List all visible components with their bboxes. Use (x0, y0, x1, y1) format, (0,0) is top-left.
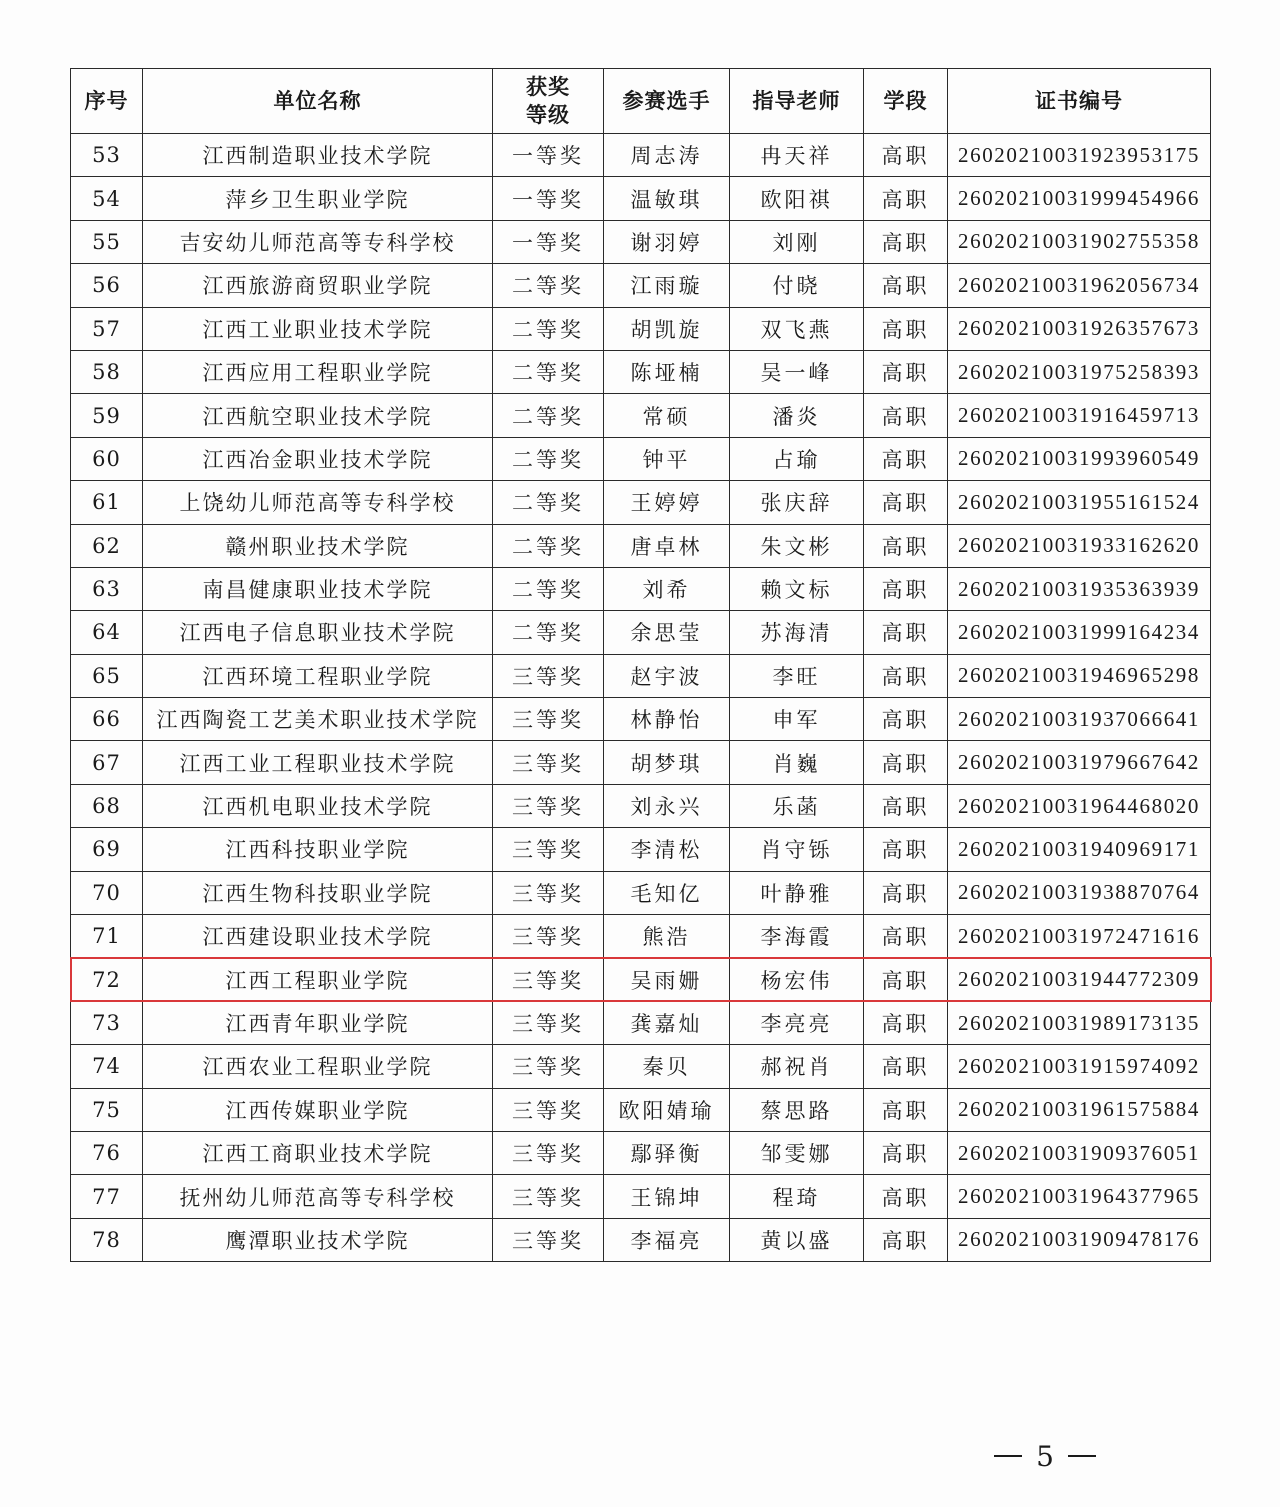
cell-certificate: 26020210031902755358 (948, 220, 1211, 263)
table-row (71, 698, 1211, 741)
table-body (71, 134, 1211, 1262)
table-row (71, 524, 1211, 567)
table-row (71, 1045, 1211, 1088)
cell-certificate: 26020210031946965298 (948, 654, 1211, 697)
table-row (71, 394, 1211, 437)
cell-certificate: 26020210031916459713 (948, 394, 1211, 437)
cell-instructor: 张庆辞 (730, 481, 864, 524)
cell-contestant: 钟平 (604, 437, 730, 480)
cell-level: 高职 (864, 784, 948, 827)
cell-instructor: 肖守铄 (730, 828, 864, 871)
cell-instructor: 李亮亮 (730, 1001, 864, 1044)
page-number-dash-right (1068, 1455, 1096, 1457)
cell-level: 高职 (864, 437, 948, 480)
cell-certificate: 26020210031961575884 (948, 1088, 1211, 1131)
cell-certificate: 26020210031962056734 (948, 264, 1211, 307)
cell-level: 高职 (864, 698, 948, 741)
cell-index: 53 (71, 134, 143, 177)
table-row (71, 1175, 1211, 1218)
cell-index: 68 (71, 784, 143, 827)
page-number (990, 1436, 1100, 1476)
cell-award: 三等奖 (493, 871, 604, 914)
cell-award: 一等奖 (493, 220, 604, 263)
cell-level: 高职 (864, 611, 948, 654)
cell-level: 高职 (864, 654, 948, 697)
table-row (71, 307, 1211, 350)
cell-instructor: 邹雯娜 (730, 1131, 864, 1174)
header-award (493, 69, 604, 134)
cell-certificate: 26020210031964377965 (948, 1175, 1211, 1218)
cell-certificate: 26020210031909376051 (948, 1131, 1211, 1174)
cell-instructor: 双飞燕 (730, 307, 864, 350)
cell-certificate: 26020210031999164234 (948, 611, 1211, 654)
cell-unit: 赣州职业技术学院 (143, 524, 493, 567)
table-row (71, 915, 1211, 958)
cell-index: 70 (71, 871, 143, 914)
table-row (71, 481, 1211, 524)
cell-index: 78 (71, 1218, 143, 1261)
cell-instructor: 占瑜 (730, 437, 864, 480)
cell-index: 57 (71, 307, 143, 350)
cell-certificate: 26020210031975258393 (948, 350, 1211, 393)
cell-certificate: 26020210031993960549 (948, 437, 1211, 480)
cell-award: 二等奖 (493, 264, 604, 307)
cell-unit: 江西电子信息职业技术学院 (143, 611, 493, 654)
table-row (71, 177, 1211, 220)
cell-index: 59 (71, 394, 143, 437)
cell-unit: 萍乡卫生职业学院 (143, 177, 493, 220)
cell-level: 高职 (864, 915, 948, 958)
cell-unit: 南昌健康职业技术学院 (143, 567, 493, 610)
cell-award: 三等奖 (493, 654, 604, 697)
cell-index: 61 (71, 481, 143, 524)
cell-index: 73 (71, 1001, 143, 1044)
cell-level: 高职 (864, 177, 948, 220)
table-row-highlighted (71, 958, 1211, 1001)
cell-level: 高职 (864, 481, 948, 524)
cell-instructor: 苏海清 (730, 611, 864, 654)
cell-index: 62 (71, 524, 143, 567)
cell-level: 高职 (864, 350, 948, 393)
cell-level: 高职 (864, 220, 948, 263)
cell-index: 75 (71, 1088, 143, 1131)
cell-level: 高职 (864, 871, 948, 914)
header-award-line2: 等级 (526, 103, 570, 127)
table-row (71, 741, 1211, 784)
cell-award: 三等奖 (493, 915, 604, 958)
cell-contestant: 赵宇波 (604, 654, 730, 697)
cell-unit: 江西工程职业学院 (143, 958, 493, 1001)
header-contestant: 参赛选手 (604, 69, 730, 134)
cell-contestant: 吴雨姗 (604, 958, 730, 1001)
cell-award: 二等奖 (493, 611, 604, 654)
cell-level: 高职 (864, 741, 948, 784)
table-row (71, 350, 1211, 393)
header-certificate: 证书编号 (948, 69, 1211, 134)
table-row (71, 828, 1211, 871)
cell-contestant: 欧阳婧瑜 (604, 1088, 730, 1131)
cell-award: 二等奖 (493, 567, 604, 610)
cell-award: 一等奖 (493, 134, 604, 177)
cell-instructor: 杨宏伟 (730, 958, 864, 1001)
cell-certificate: 26020210031938870764 (948, 871, 1211, 914)
cell-index: 74 (71, 1045, 143, 1088)
cell-award: 三等奖 (493, 1131, 604, 1174)
cell-certificate: 26020210031909478176 (948, 1218, 1211, 1261)
cell-index: 60 (71, 437, 143, 480)
cell-index: 55 (71, 220, 143, 263)
cell-instructor: 赖文标 (730, 567, 864, 610)
cell-certificate: 26020210031999454966 (948, 177, 1211, 220)
cell-award: 二等奖 (493, 481, 604, 524)
cell-contestant: 秦贝 (604, 1045, 730, 1088)
cell-contestant: 余思莹 (604, 611, 730, 654)
cell-instructor: 潘炎 (730, 394, 864, 437)
cell-index: 65 (71, 654, 143, 697)
cell-unit: 江西冶金职业技术学院 (143, 437, 493, 480)
cell-award: 三等奖 (493, 1088, 604, 1131)
cell-unit: 江西旅游商贸职业学院 (143, 264, 493, 307)
cell-index: 77 (71, 1175, 143, 1218)
cell-level: 高职 (864, 134, 948, 177)
table-row (71, 264, 1211, 307)
cell-instructor: 朱文彬 (730, 524, 864, 567)
cell-contestant: 陈垭楠 (604, 350, 730, 393)
cell-instructor: 欧阳祺 (730, 177, 864, 220)
cell-contestant: 谢羽婷 (604, 220, 730, 263)
cell-contestant: 唐卓林 (604, 524, 730, 567)
cell-instructor: 蔡思路 (730, 1088, 864, 1131)
cell-instructor: 程琦 (730, 1175, 864, 1218)
cell-index: 69 (71, 828, 143, 871)
cell-instructor: 吴一峰 (730, 350, 864, 393)
cell-contestant: 胡梦琪 (604, 741, 730, 784)
cell-unit: 江西青年职业学院 (143, 1001, 493, 1044)
cell-award: 三等奖 (493, 1045, 604, 1088)
header-row (71, 69, 1211, 134)
cell-award: 三等奖 (493, 1218, 604, 1261)
cell-award: 三等奖 (493, 698, 604, 741)
header-award-line1: 获奖 (526, 75, 570, 99)
cell-contestant: 温敏琪 (604, 177, 730, 220)
cell-certificate: 26020210031926357673 (948, 307, 1211, 350)
cell-index: 58 (71, 350, 143, 393)
cell-index: 67 (71, 741, 143, 784)
table-row (71, 134, 1211, 177)
page-number-value: 5 (1036, 1439, 1054, 1473)
cell-level: 高职 (864, 1001, 948, 1044)
cell-index: 72 (71, 958, 143, 1001)
cell-instructor: 肖巍 (730, 741, 864, 784)
cell-unit: 江西科技职业学院 (143, 828, 493, 871)
cell-contestant: 鄢驿衡 (604, 1131, 730, 1174)
table-row (71, 1001, 1211, 1044)
cell-instructor: 付晓 (730, 264, 864, 307)
awards-table (70, 68, 1211, 1262)
cell-instructor: 郝祝肖 (730, 1045, 864, 1088)
table-row (71, 567, 1211, 610)
cell-contestant: 常硕 (604, 394, 730, 437)
cell-award: 三等奖 (493, 1001, 604, 1044)
cell-award: 二等奖 (493, 350, 604, 393)
cell-award: 三等奖 (493, 741, 604, 784)
cell-instructor: 李旺 (730, 654, 864, 697)
cell-award: 三等奖 (493, 1175, 604, 1218)
cell-unit: 江西传媒职业学院 (143, 1088, 493, 1131)
cell-contestant: 毛知亿 (604, 871, 730, 914)
cell-level: 高职 (864, 524, 948, 567)
cell-contestant: 龚嘉灿 (604, 1001, 730, 1044)
cell-index: 76 (71, 1131, 143, 1174)
cell-contestant: 胡凯旋 (604, 307, 730, 350)
cell-certificate: 26020210031989173135 (948, 1001, 1211, 1044)
table-row (71, 611, 1211, 654)
cell-contestant: 王婷婷 (604, 481, 730, 524)
cell-award: 三等奖 (493, 828, 604, 871)
header-unit: 单位名称 (143, 69, 493, 134)
cell-instructor: 李海霞 (730, 915, 864, 958)
cell-contestant: 林静怡 (604, 698, 730, 741)
cell-unit: 江西航空职业技术学院 (143, 394, 493, 437)
cell-index: 63 (71, 567, 143, 610)
cell-unit: 江西农业工程职业学院 (143, 1045, 493, 1088)
cell-contestant: 周志涛 (604, 134, 730, 177)
cell-level: 高职 (864, 828, 948, 871)
cell-instructor: 黄以盛 (730, 1218, 864, 1261)
table-row (71, 1131, 1211, 1174)
cell-certificate: 26020210031944772309 (948, 958, 1211, 1001)
cell-level: 高职 (864, 958, 948, 1001)
table-header (71, 69, 1211, 134)
table-row (71, 784, 1211, 827)
cell-unit: 江西机电职业技术学院 (143, 784, 493, 827)
cell-instructor: 叶静雅 (730, 871, 864, 914)
cell-level: 高职 (864, 1131, 948, 1174)
table-row (71, 220, 1211, 263)
cell-award: 二等奖 (493, 394, 604, 437)
cell-unit: 江西陶瓷工艺美术职业技术学院 (143, 698, 493, 741)
page-number-dash-left (994, 1455, 1022, 1457)
table-row (71, 654, 1211, 697)
cell-instructor: 刘刚 (730, 220, 864, 263)
cell-unit: 江西工业职业技术学院 (143, 307, 493, 350)
table-row (71, 437, 1211, 480)
cell-certificate: 26020210031979667642 (948, 741, 1211, 784)
cell-level: 高职 (864, 264, 948, 307)
cell-unit: 江西工业工程职业技术学院 (143, 741, 493, 784)
cell-contestant: 刘希 (604, 567, 730, 610)
cell-certificate: 26020210031923953175 (948, 134, 1211, 177)
cell-level: 高职 (864, 1218, 948, 1261)
cell-level: 高职 (864, 567, 948, 610)
cell-unit: 上饶幼儿师范高等专科学校 (143, 481, 493, 524)
header-index: 序号 (71, 69, 143, 134)
cell-unit: 鹰潭职业技术学院 (143, 1218, 493, 1261)
cell-instructor: 申军 (730, 698, 864, 741)
cell-unit: 江西环境工程职业学院 (143, 654, 493, 697)
header-level: 学段 (864, 69, 948, 134)
cell-certificate: 26020210031964468020 (948, 784, 1211, 827)
cell-index: 54 (71, 177, 143, 220)
cell-award: 三等奖 (493, 958, 604, 1001)
cell-certificate: 26020210031915974092 (948, 1045, 1211, 1088)
cell-certificate: 26020210031955161524 (948, 481, 1211, 524)
cell-contestant: 江雨璇 (604, 264, 730, 307)
cell-unit: 江西工商职业技术学院 (143, 1131, 493, 1174)
cell-level: 高职 (864, 1175, 948, 1218)
table-row (71, 871, 1211, 914)
cell-level: 高职 (864, 307, 948, 350)
cell-contestant: 熊浩 (604, 915, 730, 958)
cell-award: 二等奖 (493, 307, 604, 350)
cell-award: 二等奖 (493, 524, 604, 567)
cell-level: 高职 (864, 394, 948, 437)
cell-contestant: 王锦坤 (604, 1175, 730, 1218)
cell-unit: 江西应用工程职业学院 (143, 350, 493, 393)
cell-instructor: 冉天祥 (730, 134, 864, 177)
cell-contestant: 刘永兴 (604, 784, 730, 827)
cell-unit: 吉安幼儿师范高等专科学校 (143, 220, 493, 263)
cell-contestant: 李福亮 (604, 1218, 730, 1261)
cell-unit: 江西制造职业技术学院 (143, 134, 493, 177)
cell-contestant: 李清松 (604, 828, 730, 871)
cell-unit: 江西生物科技职业学院 (143, 871, 493, 914)
cell-level: 高职 (864, 1088, 948, 1131)
table-row (71, 1218, 1211, 1261)
cell-index: 71 (71, 915, 143, 958)
cell-index: 64 (71, 611, 143, 654)
cell-certificate: 26020210031933162620 (948, 524, 1211, 567)
cell-certificate: 26020210031935363939 (948, 567, 1211, 610)
cell-index: 66 (71, 698, 143, 741)
cell-instructor: 乐菡 (730, 784, 864, 827)
cell-certificate: 26020210031937066641 (948, 698, 1211, 741)
header-instructor: 指导老师 (730, 69, 864, 134)
cell-level: 高职 (864, 1045, 948, 1088)
cell-certificate: 26020210031940969171 (948, 828, 1211, 871)
cell-award: 三等奖 (493, 784, 604, 827)
cell-award: 二等奖 (493, 437, 604, 480)
cell-index: 56 (71, 264, 143, 307)
table-row (71, 1088, 1211, 1131)
cell-award: 一等奖 (493, 177, 604, 220)
cell-certificate: 26020210031972471616 (948, 915, 1211, 958)
cell-unit: 抚州幼儿师范高等专科学校 (143, 1175, 493, 1218)
cell-unit: 江西建设职业技术学院 (143, 915, 493, 958)
